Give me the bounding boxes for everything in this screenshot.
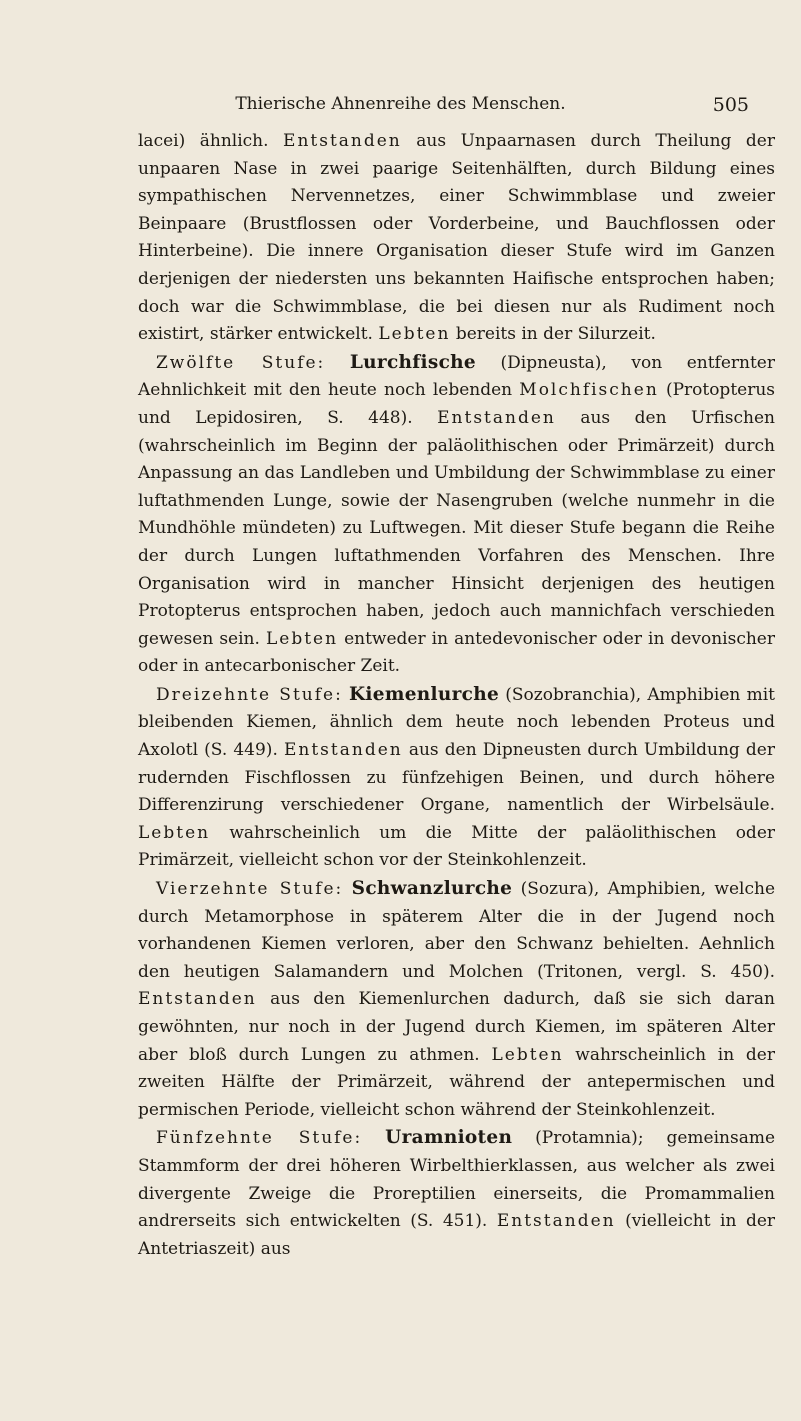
- text-run: wahrscheinlich um die Mitte der paläolithischen oder Primärzeit, vielleicht schon vor der Steinkohlenzeit.: [138, 822, 776, 871]
- stage-name: Schwanzlurche: [351, 878, 513, 900]
- text-run: aus den Dipneusten durch Umbildung der rudernden Fischflossen zu fünfzehigen Beinen, und durch höhere Differenzirung verschiedener Organe, namentlich der Wirbelsäule.: [138, 740, 775, 816]
- text-run: (vielleicht in der Antetriaszeit) aus: [138, 1211, 776, 1259]
- spaced-term: Entstanden: [283, 131, 402, 151]
- spaced-term: Lebten: [265, 628, 339, 649]
- text-run: bereits in der Silurzeit.: [455, 324, 656, 345]
- running-title: Thierische Ahnenreihe des Menschen.: [235, 94, 566, 114]
- spaced-term: Lebten: [138, 822, 211, 843]
- stage-name: Kiemenlurche: [349, 683, 500, 705]
- body-text: [138, 128, 775, 1263]
- page-header: [0, 94, 801, 118]
- text-run: lacei) ähnlich.: [138, 131, 269, 151]
- text-run: (Sozura), Amphibien, welche durch Metamorphose in späterem Alter die in der Jugend noch vorhandenen Kiemen verloren, aber den Schwanz behielten. Aehnlich den heutigen Salamandern und Molchen (Tritonen, vergl. S. 450).: [138, 879, 776, 982]
- text-run: entweder in antedevonischer oder in devonischer oder in antecarbonischer Zeit.: [138, 628, 775, 677]
- text-run: (Dipneusta), von entfernter Aehnlichkeit mit den heute noch lebenden: [138, 352, 775, 401]
- text-run: (Protopterus und Lepidosiren, S. 448).: [138, 380, 776, 428]
- spaced-term: Entstanden: [496, 1211, 616, 1232]
- stage-label: Zwölfte Stufe:: [156, 352, 326, 373]
- stage-label: Fünfzehnte Stufe:: [156, 1128, 363, 1149]
- text-run: (Sozobranchia), Amphibien mit bleibenden Kiemen, ähnlich dem heute noch lebenden Proteus und Axolotl (S. 449).: [138, 684, 775, 761]
- paragraph: [138, 681, 775, 875]
- text-run: aus den Kiemenlurchen dadurch, daß sie sich daran gewöhnten, nur noch in der Jugend durch Kiemen, im späteren Alter aber bloß durch Lungen zu athmen.: [138, 989, 775, 1065]
- text-run: aus den Urfischen (wahrscheinlich im Beginn der paläolithischen oder Primärzeit) durch Anpassung an das Landleben und Umbildung der Schwimmblase zu einer luftathmenden Lunge, sowie der Nasengruben (welche nunmehr in die Mundhöhle mündeten) zu Luftwegen. Mit dieser Stufe begann die Reihe der durch Lungen luftathmenden Vorfahren des Menschen. Ihre Organisation wird in mancher Hinsicht derjenigen des heutigen Protopterus entsprochen haben, jedoch auch mannichfach verschieden gewesen sein.: [138, 407, 775, 649]
- spaced-term: Entstanden: [138, 989, 257, 1010]
- paragraph: [138, 875, 775, 1124]
- stage-label: Vierzehnte Stufe:: [156, 879, 344, 900]
- page-number: 505: [712, 94, 749, 116]
- text-run: aus Unpaarnasen durch Theilung der unpaaren Nase in zwei paarige Seitenhälften, durch Bildung eines sympathischen Nervennetzes, einer Schwimmblase und zweier Beinpaare (Brustflossen oder Vorderbeine, und Bauchflossen oder Hinterbeine). Die innere Organisation dieser Stufe wird im Ganzen derjenigen der niedersten uns bekannten Haifische entsprochen haben; doch war die Schwimmblase, die bei diesen nur als Rudiment noch existirt, stärker entwickelt.: [138, 131, 775, 345]
- stage-name: Uramnioten: [385, 1127, 513, 1149]
- text-run: (Protamnia); gemeinsame Stammform der drei höheren Wirbelthierklassen, aus welcher als zwei divergente Zweige die Proreptilien einerseits, die Promammalien andrerseits sich entwickelten (S. 451).: [138, 1128, 776, 1232]
- stage-name: Lurchfische: [349, 351, 476, 373]
- spaced-term: Lebten: [491, 1044, 564, 1065]
- spaced-term: Molchfischen: [519, 380, 659, 401]
- text-run: wahrscheinlich in der zweiten Hälfte der Primärzeit, während der antepermischen und permischen Periode, vielleicht schon während der Steinkohlenzeit.: [138, 1044, 775, 1120]
- spaced-term: Entstanden: [437, 407, 556, 428]
- spaced-term: Lebten: [378, 324, 451, 345]
- stage-label: Dreizehnte Stufe:: [156, 684, 343, 705]
- spaced-term: Entstanden: [283, 740, 403, 761]
- paragraph: [138, 128, 775, 349]
- paragraph: [138, 1124, 775, 1263]
- paragraph: [138, 349, 775, 681]
